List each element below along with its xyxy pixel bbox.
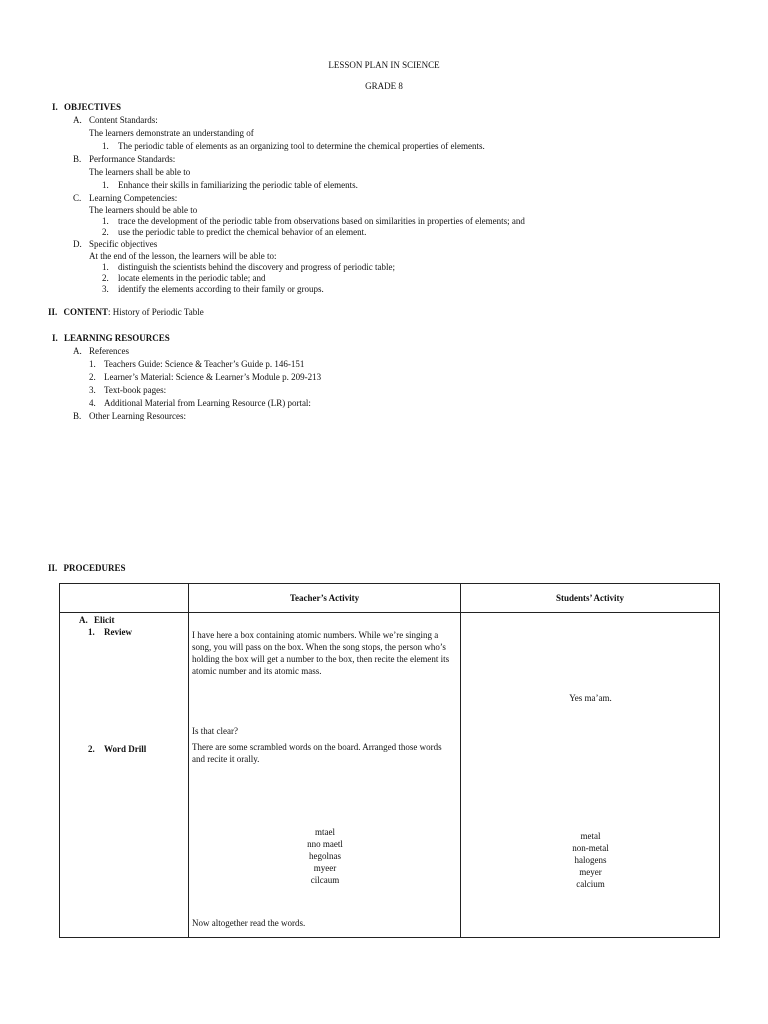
clarification-question: Is that clear? xyxy=(192,726,238,736)
specific-objectives-label: Specific objectives xyxy=(89,239,158,249)
scrambled-word: myeer xyxy=(313,863,337,873)
content-standards-item: The periodic table of elements as an organizing tool to determine the chemical properties of elements. xyxy=(118,141,485,151)
learning-competencies-label: Learning Competencies: xyxy=(89,193,178,203)
learning-competencies-letter: C. xyxy=(73,193,82,203)
unscrambled-word: metal xyxy=(580,831,601,841)
learning-competencies-item: use the periodic table to predict the chemical behavior of an element. xyxy=(118,227,367,237)
references-letter: A. xyxy=(73,346,82,356)
table-header-row xyxy=(60,584,720,613)
lesson-plan-title: LESSON PLAN IN SCIENCE xyxy=(328,60,440,70)
section-number: I. xyxy=(52,102,58,112)
section-title: LEARNING RESOURCES xyxy=(64,333,170,343)
procedure-step-cell xyxy=(60,613,189,938)
procedures-table xyxy=(59,583,720,938)
section-number: II. xyxy=(48,563,58,573)
list-number: 1. xyxy=(102,141,109,151)
word-drill-label: Word Drill xyxy=(104,744,147,754)
list-number: 1. xyxy=(102,216,109,226)
reference-item: Additional Material from Learning Resource (LR) portal: xyxy=(104,398,311,408)
scrambled-word: cilcaum xyxy=(310,875,340,885)
closing-instruction: Now altogether read the words. xyxy=(192,918,306,928)
references-label: References xyxy=(89,346,129,356)
review-number: 1. xyxy=(88,627,95,637)
students-activity-header: Students’ Activity xyxy=(555,593,625,603)
unscrambled-word: halogens xyxy=(574,855,607,865)
elicit-letter: A. xyxy=(79,615,88,625)
other-resources-label: Other Learning Resources: xyxy=(89,411,186,421)
reference-item: Learner’s Material: Science & Learner’s Module p. 209-213 xyxy=(104,372,322,382)
unscrambled-word: non-metal xyxy=(572,843,609,853)
elicit-label: Elicit xyxy=(94,615,115,625)
section-title: PROCEDURES xyxy=(63,563,126,573)
unscrambled-words-list xyxy=(461,830,720,890)
reference-item: Text-book pages: xyxy=(104,385,167,395)
performance-standards-item: Enhance their skills in familiarizing the periodic table of elements. xyxy=(118,180,358,190)
list-number: 4. xyxy=(89,398,96,408)
section-number: I. xyxy=(52,333,58,343)
content-line xyxy=(48,306,204,318)
specific-objectives-item: locate elements in the periodic table; and xyxy=(118,273,266,283)
teachers-activity-header: Teacher’s Activity xyxy=(289,593,360,603)
list-number: 1. xyxy=(89,359,96,369)
reference-item: Teachers Guide: Science & Teacher’s Guide p. 146-151 xyxy=(104,359,305,369)
list-number: 1. xyxy=(102,262,109,272)
student-answer: Yes ma’am. xyxy=(569,693,612,703)
procedures-heading xyxy=(48,562,126,574)
list-number: 2. xyxy=(89,372,96,382)
grade-label: GRADE 8 xyxy=(365,81,403,91)
learning-resources-heading xyxy=(52,332,170,344)
list-number: 2. xyxy=(102,227,109,237)
word-drill-number: 2. xyxy=(88,744,95,754)
objectives-heading xyxy=(52,101,121,113)
performance-standards-letter: B. xyxy=(73,154,82,164)
table-header-cell xyxy=(461,584,720,613)
scrambled-words-list xyxy=(189,826,461,886)
review-instructions: I have here a box containing atomic numbers. While we’re singing a song, you will pass on the box. When the song stops, the person who’s holding the box will get a number to the box, then recite the element its atomic number and its atomic mass. xyxy=(192,630,450,676)
list-number: 3. xyxy=(89,385,96,395)
learning-competencies-intro: The learners should be able to xyxy=(89,205,198,215)
table-header-cell-empty xyxy=(60,584,189,613)
specific-objectives-intro: At the end of the lesson, the learners will be able to: xyxy=(89,251,277,261)
content-text: : History of Periodic Table xyxy=(108,307,204,317)
content-standards-intro: The learners demonstrate an understanding of xyxy=(89,128,254,138)
word-drill-instructions: There are some scrambled words on the board. Arranged those words and recite it orally. xyxy=(192,742,442,764)
learning-competencies-item: trace the development of the periodic table from observations based on similarities in properties of elements; and xyxy=(118,216,525,226)
section-title: OBJECTIVES xyxy=(64,102,122,112)
review-label: Review xyxy=(104,627,132,637)
unscrambled-word: calcium xyxy=(576,879,605,889)
specific-objectives-item: identify the elements according to their family or groups. xyxy=(118,284,324,294)
teacher-activity-cell xyxy=(189,613,461,938)
list-number: 3. xyxy=(102,284,109,294)
performance-standards-intro: The learners shall be able to xyxy=(89,167,191,177)
content-standards-label: Content Standards: xyxy=(89,115,158,125)
section-title: CONTENT xyxy=(63,307,109,317)
table-header-cell xyxy=(189,584,461,613)
unscrambled-word: meyer xyxy=(579,867,602,877)
student-activity-cell xyxy=(461,613,720,938)
list-number: 2. xyxy=(102,273,109,283)
list-number: 1. xyxy=(102,180,109,190)
content-standards-letter: A. xyxy=(73,115,82,125)
performance-standards-label: Performance Standards: xyxy=(89,154,176,164)
other-resources-letter: B. xyxy=(73,411,82,421)
specific-objectives-letter: D. xyxy=(73,239,82,249)
scrambled-word: hegolnas xyxy=(309,851,341,861)
scrambled-word: mtael xyxy=(315,827,335,837)
scrambled-word: nno maetl xyxy=(307,839,343,849)
section-number: II. xyxy=(48,307,58,317)
table-row xyxy=(60,613,720,938)
specific-objectives-item: distinguish the scientists behind the discovery and progress of periodic table; xyxy=(118,262,395,272)
